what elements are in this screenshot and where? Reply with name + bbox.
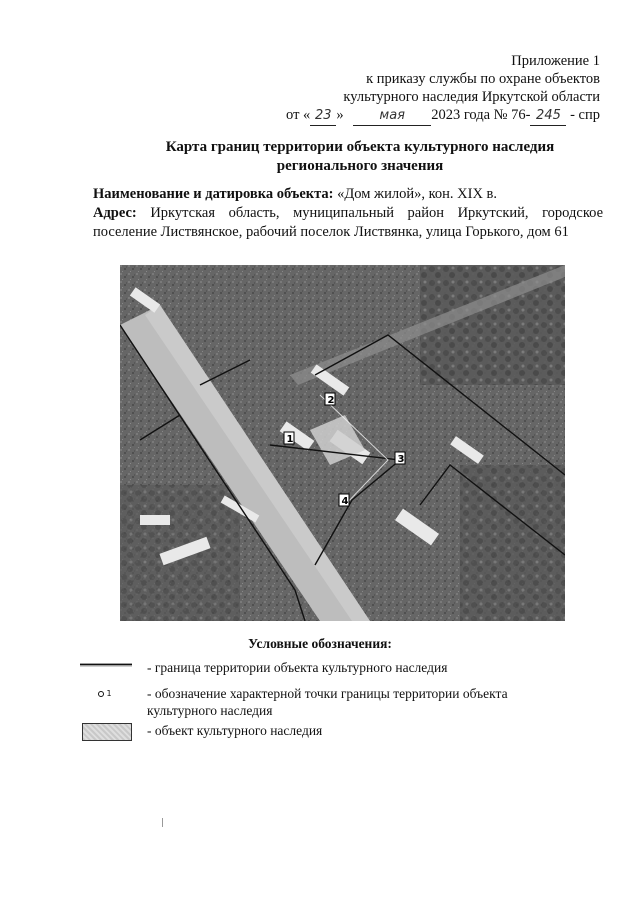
map-point-4-label: 4 (341, 496, 349, 507)
map-point-2-label: 2 (327, 395, 335, 406)
year-text: 2023 года № 76- (431, 107, 531, 123)
object-info (93, 185, 603, 242)
boundary-map (120, 265, 565, 621)
map-point-3-label: 3 (397, 454, 405, 465)
object-name-label: Наименование и датировка объекта: (93, 186, 334, 202)
title-line-2: регионального значения (276, 158, 444, 174)
scan-mark (162, 818, 163, 827)
legend-text-point: - обозначение характерной точки границы территории объекта культурного наследия (147, 686, 508, 718)
legend-point-label: 1 (106, 689, 112, 698)
legend-text-boundary: - граница территории объекта культурного наследия (147, 660, 448, 675)
legend-title: Условные обозначения: (248, 636, 392, 651)
order-suffix: - спр (570, 107, 600, 123)
legend-text-object: - объект культурного наследия (147, 723, 323, 738)
annex-line-1: Приложение 1 (511, 53, 600, 69)
map-point-1-label: 1 (286, 434, 294, 445)
boundary-line-icon (80, 663, 132, 669)
annex-line-2: к приказу службы по охране объектов (366, 71, 600, 87)
order-number: 245 (530, 107, 566, 126)
object-address-row (93, 204, 603, 242)
object-name-row (93, 185, 603, 204)
date-month: мая (353, 107, 431, 126)
annex-header (286, 52, 600, 126)
map-image (120, 265, 565, 621)
object-address-label: Адрес: (93, 205, 137, 221)
heritage-object-icon (82, 723, 132, 741)
title-line-1: Карта границ территории объекта культурного наследия (165, 139, 555, 155)
annex-date-line (286, 106, 600, 126)
date-prefix: от « (286, 107, 311, 123)
date-day: 23 (310, 107, 336, 126)
date-mid: » (336, 107, 344, 123)
object-name-value: «Дом жилой», кон. XIX в. (337, 186, 498, 202)
annex-line-3: культурного наследия Иркутской области (343, 89, 600, 105)
object-address-value: Иркутская область, муниципальный район Иркутский, городское поселение Листвянское, рабочий поселок Листвянка, улица Горького, дом 61 (93, 205, 603, 240)
boundary-point-icon (98, 685, 112, 702)
document-title (100, 138, 620, 176)
